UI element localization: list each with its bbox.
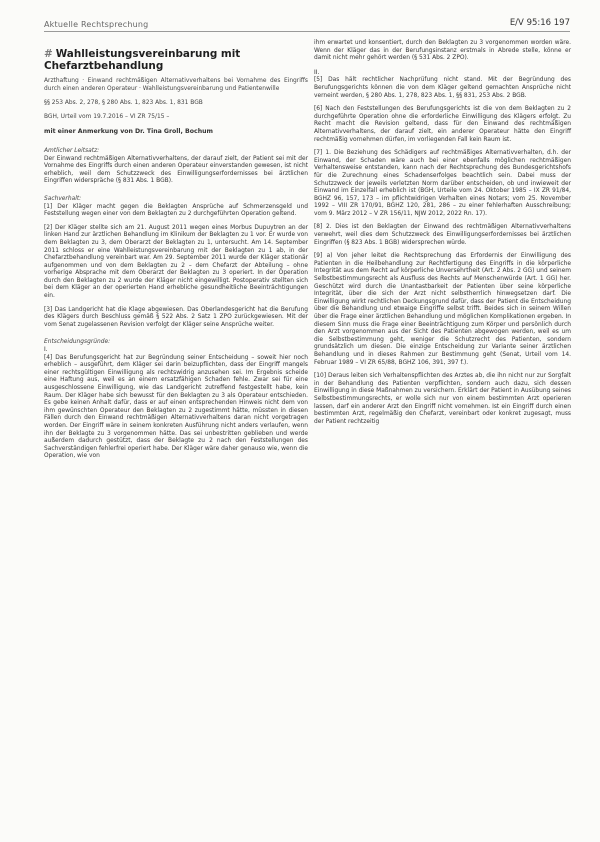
- sachverhalt-heading: Sachverhalt:: [44, 195, 82, 202]
- paragraph: [9] a) Von jeher leitet die Rechtsprechung das Erfordernis der Einwilligung des Patienten in die Heilbehandlung zur Rechtfertigung des Eingriffs in die körperliche Integrität aus dem Recht auf körperliche Unversehrtheit (Art. 2 Abs. 2 GG) und seinem Selbstbestimmungsrecht als Ausfluss des Rechts auf Menschenwürde (Art. 1 GG) her. Geschützt wird durch die Unantastbarkeit der Patienten über seine körperliche Integrität, über die sich der Arzt nicht selbstherrlich hinwegsetzen darf. Die Einwilligung wirkt rechtlichen Deckungsgrund dafür, dass der Patient die Entscheidung über die Behandlung und etwaige Eingriffe selbst trifft. Beides sich in seinem Willen über die Frage einer ärztlichen Behandlung und möglichen Komplikationen ergeben. In diesem Sinn muss die Frage einer Beeinträchtigung zum Körper und persönlich durch den Arzt vorgenommen aus der Sicht des Patienten abgewogen werden, weil es um die Selbstbestimmung geht, weniger die Schutzrecht des Patienten, sondern grundsätzlich um diesen. Die einzige Entscheidung zur Variante seiner ärztlichen Behandlung und in dieses Rahmen zur Bestimmung geht (Senat, Urteil vom 14. Februar 1989 – VI ZR 65/88, BGHZ 106, 391, 397 f.).: [314, 253, 571, 366]
- running-header-left: Aktuelle Rechtsprechung: [44, 20, 149, 29]
- court-decision: BGH, Urteil vom 19.7.2016 – VI ZR 75/15 –: [44, 113, 170, 120]
- hash-icon: #: [44, 48, 53, 60]
- paragraph: [6] Nach den Feststellungen des Berufungsgerichts ist die von dem Beklagten zu 2 durchgeführte Operation ohne die erforderliche Einwilligung des Klägers erfolgt. Zu Recht macht die Revision geltend, dass für den Einwand des rechtmäßigen Alternativverhaltens, der darauf zielt, ein anderer Operateur hätte den Eingriff rechtmäßig vornehmen dürfen, im vorliegenden Fall kein Raum ist.: [314, 106, 571, 143]
- right-column: [314, 40, 571, 432]
- annotation-author: mit einer Anmerkung von Dr. Tina Groll, Bochum: [44, 128, 213, 136]
- leitsatz-heading: Amtlicher Leitsatz:: [44, 147, 100, 154]
- article-title: [44, 48, 308, 72]
- leitsatz-text: Der Einwand rechtmäßigen Alternativverhaltens, der darauf zielt, der Patient sei mit der Vornahme des Eingriffs durch einen anderen Operateur einverstanden gewesen, ist nicht erheblich, weil dem Schutzzweck des Einwilligungserfordernisses bei ärztlichen Eingriffen widerspräche (§ 831 Abs. 1 BGB).: [44, 155, 308, 185]
- paragraph: [8] 2. Dies ist den Beklagten der Einwand des rechtmäßigen Alternativverhaltens verwehrt, weil dies dem Schutzzweck des Einwilligungserfordernisses bei ärztlichen Eingriffen (§ 823 Abs. 1 BGB) widersprechen würde.: [314, 224, 571, 246]
- article-keywords: Arzthaftung · Einwand rechtmäßigen Alternativverhaltens bei Vornahme des Eingriffs durch einen anderen Operateur · Wahlleistungsvereinbarung und Patientenwille: [44, 78, 308, 92]
- left-column: [44, 40, 308, 467]
- header-rule: [44, 31, 570, 32]
- running-header-right: E/V 95:16 197: [509, 18, 570, 28]
- paragraph: [4] Das Berufungsgericht hat zur Begründung seiner Entscheidung – soweit hier noch erheblich – ausgeführt, dem Kläger sei darin beizupflichten, dass der Eingriff mangels einer rechtsgültigen Einwilligung als rechtswidrig anzusehen sei. Im Ergebnis scheide eine Haftung aus, weil es an einem ersatzfähigen Schaden fehle. Zwar sei für eine ausgeschlossene Einwilligung, wie das Landgericht zutreffend festgestellt habe, kein Raum. Der Kläger habe sich bewusst für den Beklagten zu 3 als Operateur entschieden. Es gebe keinen Anhalt dafür, dass er auf einen entsprechenden Hinweis nicht dem von ihm gewünschten Operateur den Beklagten zu 2 zugestimmt hätte, müssten in diesen Fällen durch den Einwand rechtmäßigen Alternativverhaltens daran nicht vorgetragen worden. Der Eingriff wäre in seinem konkreten Ausführung nicht anders verlaufen, wenn ihn der Beklagte zu 3 vorgenommen hätte. Das sei unbestritten geblieben und werde außerdem dadurch gestützt, dass der Beklagte zu 2 nach den Feststellungen des Sachverständigen fehlerfrei operiert habe. Der Kläger wäre daher genauso wie, wenn die Operation, wie von: [44, 354, 308, 460]
- continued-text: ihm erwartet und konsentiert, durch den Beklagten zu 3 vorgenommen worden wäre. Wenn der Kläger das in der Berufungsinstanz erstmals in Abrede stelle, könne er damit nicht mehr gehört werden (§ 531 Abs. 2 ZPO).: [314, 40, 571, 62]
- law-references: §§ 253 Abs. 2, 278, § 280 Abs. 1, 823 Abs. 1, 831 BGB: [44, 100, 203, 107]
- paragraph: [7] 1. Die Beziehung des Schädigers auf rechtmäßiges Alternativverhalten, d.h. der Einwand, der Schaden wäre auch bei einer ebenfalls möglichen rechtmäßigen Verhaltensweise entstanden, kann nach der Rechtsprechung des Bundesgerichtshofs für die Zurechnung eines Schadenserfolges beachtlich sein. Dabei muss der Schutzzweck der jeweils verletzten Norm darüber entscheiden, ob und inwieweit der Einwand im Einzelfall erheblich ist (BGH, Urteile vom 24. Oktober 1985 – IX ZR 91/84, BGHZ 96, 157, 173 – im pflichtwidrigen Verhalten eines Notars; vom 25. November 1992 – VIII ZR 170/91, BGHZ 120, 281, 286 – zu einer fehlerhaften Ausschreibung; vom 9. März 2012 – V ZR 156/11, NJW 2012, 2022 Rn. 17).: [314, 150, 571, 217]
- section-number: II.: [314, 69, 320, 76]
- paragraph: [10] Deraus leiten sich Verhaltenspflichten des Arztes ab, die ihn nicht nur zur Sorgfalt in der Behandlung des Patienten verpflichten, sondern auch dazu, sich dessen Einwilligung in diese Maßnahmen zu versichern. Erklärt der Patient in Ausübung seines Selbstbestimmungsrechts, er wolle sich nur von einem bestimmten Arzt operieren lassen, darf ein anderer Arzt den Eingriff nicht vornehmen. Ist ein Eingriff durch einen bestimmten Arzt, regelmäßig den Chefarzt, vereinbart oder konkret zugesagt, muss der Patient rechtzeitig: [314, 373, 571, 425]
- paragraph: [1] Der Kläger macht gegen die Beklagten Ansprüche auf Schmerzensgeld und Feststellung wegen einer von dem Beklagten zu 2 durchgeführten Operation geltend.: [44, 203, 308, 218]
- article-title-text: Wahlleistungsvereinbarung mit Chefarztbehandlung: [44, 48, 241, 72]
- paragraph: [5] Das hält rechtlicher Nachprüfung nicht stand. Mit der Begründung des Berufungsgerichts können die von dem Kläger geltend gemachten Ansprüche nicht verneint werden, § 280 Abs. 1, 278, 823 Abs. 1, §§ 831, 253 Abs. 2 BGB.: [314, 77, 571, 99]
- section-number: I.: [44, 347, 48, 354]
- paragraph: [3] Das Landgericht hat die Klage abgewiesen. Das Oberlandesgericht hat die Berufung des Klägers durch Beschluss gemäß § 522 Abs. 2 Satz 1 ZPO zurückgewiesen. Mit der vom Senat zugelassenen Revision verfolgt der Kläger seine Ansprüche weiter.: [44, 306, 308, 328]
- paragraph: [2] Der Kläger stellte sich am 21. August 2011 wegen eines Morbus Dupuytren an der linken Hand zur ärztlichen Behandlung im Klinikum der Beklagten zu 1 vor. Er wurde von dem Beklagten zu 3, dem Oberarzt der Beklagten zu 1, untersucht. Am 14. September 2011 schloss er eine Wahlleistungsvereinbarung mit der Beklagten zu 1 ab, in der Chefarztbehandlung vereinbart war. Am 29. September 2011 wurde der Kläger stationär aufgenommen und von dem Beklagten zu 2 – dem Chefarzt der Abteilung – ohne vorherige Absprache mit dem Oberarzt der Beklagten zu 3 operiert. In der Operation durch den Beklagten zu 2 wurde der Kläger nicht eingewilligt. Postoperativ stellten sich bei dem Kläger an der operierten Hand erhebliche gesundheitliche Beeinträchtigungen ein.: [44, 224, 308, 300]
- gruende-heading: Entscheidungsgründe:: [44, 339, 111, 346]
